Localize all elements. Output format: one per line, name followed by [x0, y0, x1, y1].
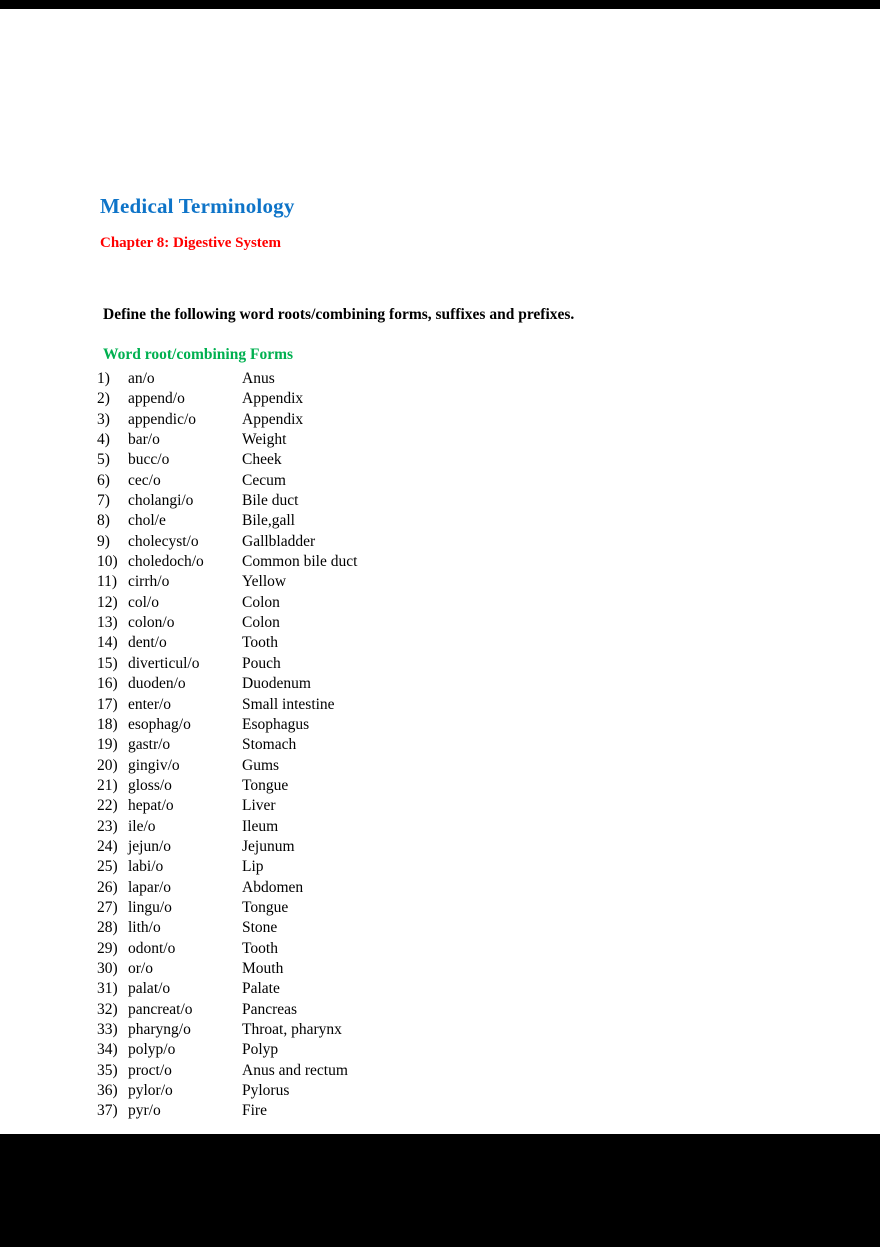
word-root-row — [97, 756, 717, 776]
word-root-row — [97, 776, 717, 796]
row-number: 3) — [97, 410, 110, 428]
word-root-row — [97, 979, 717, 999]
row-number: 12) — [97, 593, 118, 611]
word-root-definition: Fire — [242, 1102, 267, 1120]
row-number: 8) — [97, 512, 110, 530]
row-number: 11) — [97, 573, 118, 591]
word-root-row — [97, 735, 717, 755]
word-root-term: bucc/o — [128, 451, 170, 469]
row-number: 28) — [97, 919, 118, 937]
row-number: 18) — [97, 715, 118, 733]
word-root-definition: Pancreas — [242, 1000, 298, 1018]
word-root-definition: Yellow — [242, 573, 287, 591]
word-root-row — [97, 552, 717, 572]
word-root-term: an/o — [128, 370, 155, 387]
word-root-definition: Esophagus — [242, 715, 310, 733]
word-root-term: cec/o — [128, 471, 161, 489]
word-root-row — [97, 654, 717, 674]
word-root-definition: Palate — [242, 980, 280, 998]
word-root-term: jejun/o — [128, 837, 172, 855]
word-root-row — [97, 613, 717, 633]
row-number: 25) — [97, 858, 118, 876]
word-root-definition: Bile,gall — [242, 512, 295, 530]
word-root-row — [97, 695, 717, 715]
word-root-row — [97, 918, 717, 938]
word-root-row — [97, 796, 717, 816]
word-root-term: appendic/o — [128, 410, 197, 428]
row-number: 1) — [97, 370, 110, 387]
row-number: 29) — [97, 939, 118, 957]
word-root-term: colon/o — [128, 614, 175, 632]
word-root-term: esophag/o — [128, 715, 191, 733]
word-root-row — [97, 593, 717, 613]
row-number: 15) — [97, 654, 118, 672]
word-root-term: chol/e — [128, 512, 166, 530]
word-root-row — [97, 1020, 717, 1040]
word-root-term: or/o — [128, 959, 153, 977]
word-root-row — [97, 1081, 717, 1101]
instruction-text: Define the following word roots/combining forms, suffixes and prefixes. — [103, 306, 575, 323]
word-root-definition: Pylorus — [242, 1082, 290, 1100]
word-root-term: pharyng/o — [128, 1021, 191, 1038]
section-heading: Word root/combining Forms — [103, 346, 294, 363]
row-number: 22) — [97, 797, 118, 815]
word-root-term: bar/o — [128, 431, 160, 449]
word-root-term: enter/o — [128, 695, 172, 713]
word-root-definition: Duodenum — [242, 675, 311, 693]
word-root-definition: Tongue — [242, 776, 289, 794]
row-number: 21) — [97, 776, 118, 794]
word-root-row — [97, 959, 717, 979]
word-root-term: palat/o — [128, 980, 171, 998]
word-root-definition: Tooth — [242, 939, 278, 957]
word-root-term: odont/o — [128, 939, 176, 957]
word-root-definition: Ileum — [242, 817, 279, 835]
word-root-row — [97, 939, 717, 959]
word-root-term: diverticul/o — [128, 654, 200, 672]
word-root-definition: Small intestine — [242, 695, 335, 713]
word-root-term: lingu/o — [128, 898, 172, 916]
word-root-row — [97, 572, 717, 592]
word-root-term: lith/o — [128, 919, 161, 937]
word-root-definition: Abdomen — [242, 878, 304, 896]
word-root-definition: Lip — [242, 858, 264, 876]
word-root-row — [97, 1040, 717, 1060]
word-root-row — [97, 369, 717, 389]
word-root-row — [97, 898, 717, 918]
row-number: 31) — [97, 980, 118, 998]
word-root-row — [97, 817, 717, 837]
row-number: 34) — [97, 1041, 118, 1059]
word-root-definition: Anus and rectum — [242, 1061, 348, 1079]
word-root-definition: Common bile duct — [242, 553, 358, 571]
word-root-definition: Pouch — [242, 654, 281, 672]
row-number: 4) — [97, 431, 110, 449]
word-root-row — [97, 532, 717, 552]
word-root-row — [97, 857, 717, 877]
word-root-row — [97, 410, 717, 430]
document-page — [0, 9, 880, 1134]
row-number: 7) — [97, 492, 110, 510]
word-root-row — [97, 471, 717, 491]
row-number: 19) — [97, 736, 118, 754]
word-root-row — [97, 430, 717, 450]
word-root-definition: Gallbladder — [242, 532, 316, 550]
word-root-definition: Colon — [242, 593, 280, 611]
word-root-row — [97, 389, 717, 409]
word-root-term: pancreat/o — [128, 1000, 193, 1018]
row-number: 6) — [97, 471, 110, 489]
word-root-definition: Stomach — [242, 736, 297, 754]
word-root-list — [97, 369, 717, 1122]
row-number: 23) — [97, 817, 118, 835]
word-root-term: polyp/o — [128, 1041, 176, 1059]
word-root-term: hepat/o — [128, 797, 174, 815]
word-root-definition: Stone — [242, 919, 278, 937]
chapter-heading: Chapter 8: Digestive System — [100, 235, 281, 251]
row-number: 14) — [97, 634, 118, 652]
word-root-term: pylor/o — [128, 1082, 173, 1100]
word-root-term: proct/o — [128, 1061, 172, 1079]
word-root-term: lapar/o — [128, 878, 172, 896]
word-root-term: gingiv/o — [128, 756, 180, 774]
word-root-row — [97, 878, 717, 898]
word-root-definition: Colon — [242, 614, 280, 632]
word-root-definition: Appendix — [242, 390, 304, 408]
row-number: 5) — [97, 451, 110, 469]
word-root-row — [97, 1061, 717, 1081]
word-root-row — [97, 715, 717, 735]
row-number: 17) — [97, 695, 118, 713]
word-root-term: pyr/o — [128, 1102, 161, 1120]
word-root-row — [97, 633, 717, 653]
word-root-row — [97, 450, 717, 470]
word-root-term: cholangi/o — [128, 492, 194, 510]
word-root-definition: Cecum — [242, 471, 286, 489]
row-number: 10) — [97, 553, 118, 571]
row-number: 9) — [97, 532, 110, 550]
word-root-definition: Cheek — [242, 451, 282, 469]
word-root-definition: Appendix — [242, 410, 304, 428]
row-number: 32) — [97, 1000, 118, 1018]
word-root-row — [97, 491, 717, 511]
row-number: 2) — [97, 390, 110, 408]
row-number: 37) — [97, 1102, 118, 1120]
row-number: 26) — [97, 878, 118, 896]
word-root-definition: Tongue — [242, 898, 289, 916]
word-root-definition: Throat, pharynx — [242, 1021, 342, 1038]
word-root-row — [97, 837, 717, 857]
word-root-term: append/o — [128, 390, 185, 408]
row-number: 16) — [97, 675, 118, 693]
word-root-term: cholecyst/o — [128, 532, 199, 550]
row-number: 24) — [97, 837, 118, 855]
word-root-term: duoden/o — [128, 675, 186, 693]
word-root-term: cirrh/o — [128, 573, 170, 591]
word-root-definition: Liver — [242, 797, 276, 815]
word-root-term: labi/o — [128, 858, 164, 876]
word-root-term: dent/o — [128, 634, 167, 652]
word-root-definition: Tooth — [242, 634, 278, 652]
word-root-term: gloss/o — [128, 776, 172, 794]
row-number: 35) — [97, 1061, 118, 1079]
word-root-definition: Mouth — [242, 959, 284, 977]
word-root-definition: Anus — [242, 370, 275, 387]
word-root-row — [97, 1101, 717, 1121]
row-number: 33) — [97, 1021, 118, 1038]
word-root-term: ile/o — [128, 817, 156, 835]
word-root-row — [97, 674, 717, 694]
row-number: 30) — [97, 959, 118, 977]
row-number: 36) — [97, 1082, 118, 1100]
row-number: 27) — [97, 898, 118, 916]
word-root-term: choledoch/o — [128, 553, 204, 571]
row-number: 13) — [97, 614, 118, 632]
row-number: 20) — [97, 756, 118, 774]
word-root-definition: Gums — [242, 756, 280, 774]
word-root-definition: Weight — [242, 431, 287, 449]
word-root-row — [97, 511, 717, 531]
document-title: Medical Terminology — [100, 194, 295, 218]
word-root-row — [97, 1000, 717, 1020]
word-root-definition: Bile duct — [242, 492, 299, 510]
word-root-definition: Jejunum — [242, 837, 295, 855]
word-root-term: gastr/o — [128, 736, 171, 754]
word-root-definition: Polyp — [242, 1041, 279, 1059]
word-root-term: col/o — [128, 593, 159, 611]
